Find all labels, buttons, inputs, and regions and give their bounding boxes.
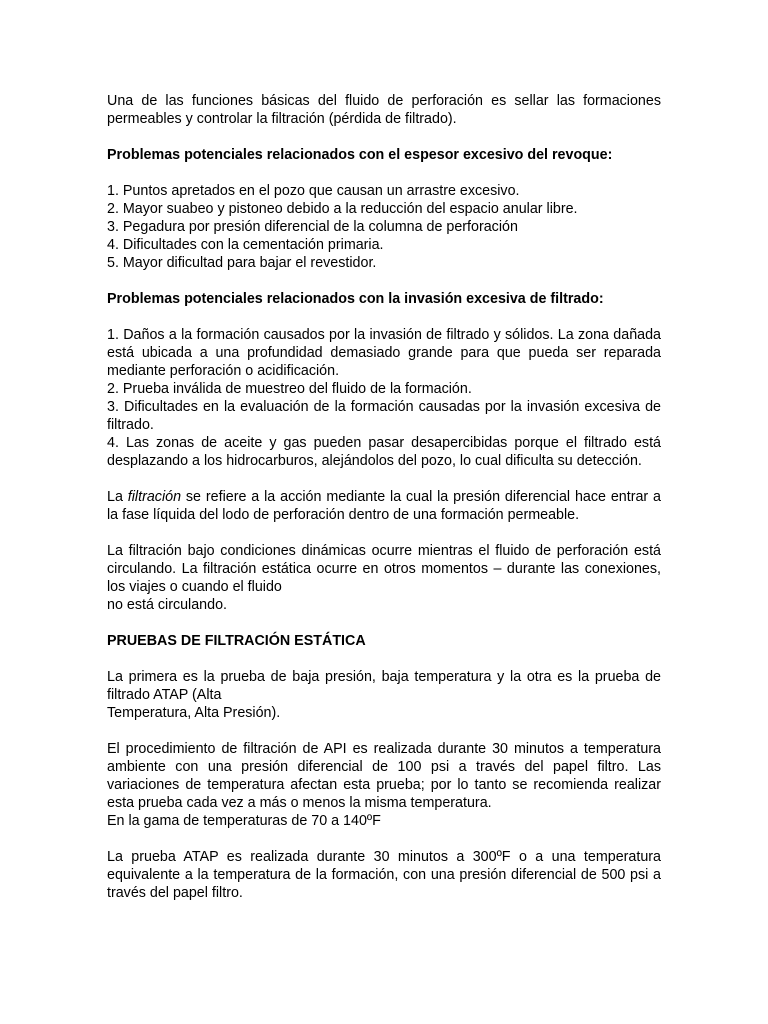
estatica-para2: El procedimiento de filtración de API es realizada durante 30 minutos a temperatura ambiente con una presión diferencial de 100 psi a través del papel filtro. Las variaciones de temperatura afectan esta prueba; por lo tanto se recomienda realizar esta prueba cada vez a más o menos la misma temperatura. <box>107 741 661 811</box>
estatica-para1: La primera es la prueba de baja presión, baja temperatura y la otra es la prueba de filtrado ATAP (Alta <box>107 669 661 703</box>
revoque-list <box>107 182 661 272</box>
list-item: 2. Mayor suabeo y pistoneo debido a la reducción del espacio anular libre. <box>107 201 578 217</box>
estatica-heading: PRUEBAS DE FILTRACIÓN ESTÁTICA <box>107 633 366 649</box>
intro-paragraph: Una de las funciones básicas del fluido de perforación es sellar las formaciones permeables y controlar la filtración (pérdida de filtrado). <box>107 93 661 127</box>
dinamica-paragraph: La filtración bajo condiciones dinámicas ocurre mientras el fluido de perforación está circulando. La filtración estática ocurre en otros momentos – durante las conexiones, los viajes o cuando el fluido <box>107 543 661 595</box>
filtracion-definition <box>107 488 661 524</box>
list-item: 4. Las zonas de aceite y gas pueden pasar desapercibidas porque el filtrado está desplazando a los hidrocarburos, alejándolos del pozo, lo cual dificulta su detección. <box>107 435 661 469</box>
revoque-heading: Problemas potenciales relacionados con el espesor excesivo del revoque: <box>107 147 613 163</box>
list-item: 3. Pegadura por presión diferencial de la columna de perforación <box>107 219 518 235</box>
list-item: 4. Dificultades con la cementación primaria. <box>107 237 384 253</box>
estatica-para2-tail: En la gama de temperaturas de 70 a 140ºF <box>107 813 381 829</box>
definition-rest: se refiere a la acción mediante la cual la presión diferencial hace entrar a la fase líquida del lodo de perforación dentro de una formación permeable. <box>107 489 661 523</box>
estatica-para3: La prueba ATAP es realizada durante 30 minutos a 300ºF o a una temperatura equivalente a la temperatura de la formación, con una presión diferencial de 500 psi a través del papel filtro. <box>107 849 661 901</box>
document-page <box>107 92 661 902</box>
definition-term: filtración <box>127 489 182 505</box>
definition-lead: La <box>107 489 128 505</box>
invasion-heading: Problemas potenciales relacionados con la invasión excesiva de filtrado: <box>107 291 604 307</box>
list-item: 1. Puntos apretados en el pozo que causan un arrastre excesivo. <box>107 183 520 199</box>
list-item: 2. Prueba inválida de muestreo del fluido de la formación. <box>107 381 472 397</box>
invasion-list <box>107 326 661 470</box>
list-item: 5. Mayor dificultad para bajar el revestidor. <box>107 255 377 271</box>
list-item: 3. Dificultades en la evaluación de la formación causadas por la invasión excesiva de filtrado. <box>107 399 661 433</box>
dinamica-tail: no está circulando. <box>107 597 228 613</box>
estatica-para1-tail: Temperatura, Alta Presión). <box>107 705 281 721</box>
list-item: 1. Daños a la formación causados por la invasión de filtrado y sólidos. La zona dañada está ubicada a una profundidad demasiado grande para que pueda ser reparada mediante perforación o acidificación. <box>107 327 661 379</box>
